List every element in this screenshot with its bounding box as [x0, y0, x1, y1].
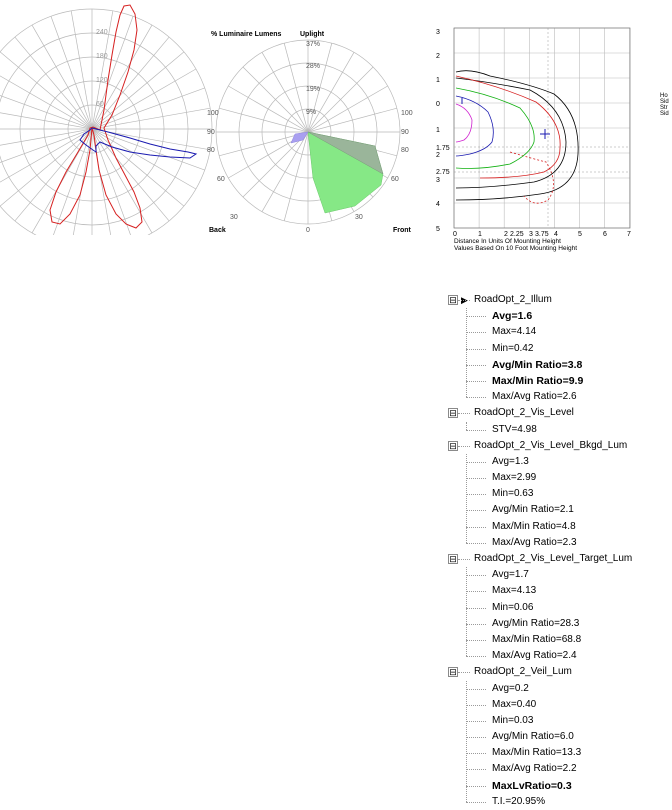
- ring-label: 120: [96, 77, 108, 84]
- angle-label: 30: [355, 214, 363, 221]
- tree-connector: [466, 705, 486, 706]
- angle-label: 60: [391, 176, 399, 183]
- tree-connector: [458, 300, 470, 301]
- tree-result-item[interactable]: [444, 761, 670, 777]
- contour-black: [456, 71, 578, 200]
- tree-result-label: Max/Min Ratio=4.8: [492, 520, 576, 532]
- tree-connector: [466, 430, 486, 431]
- tree-connector: [458, 413, 470, 414]
- tree-result-label: Max/Min Ratio=13.3: [492, 747, 582, 759]
- tree-result-label: MaxLvRatio=0.3: [492, 779, 572, 792]
- tree-result-item[interactable]: [444, 794, 670, 810]
- y-tick: 1.75: [436, 145, 450, 152]
- x-tick: 6: [603, 231, 607, 238]
- x-tick: 7: [627, 231, 631, 238]
- tree-result-label: Avg=1.7: [492, 569, 529, 581]
- tree-result-item[interactable]: [444, 502, 670, 518]
- uplight-label: Uplight: [300, 31, 325, 38]
- tree-result-item[interactable]: [444, 583, 670, 599]
- tree-result-item[interactable]: [444, 567, 670, 583]
- tree-connector: [466, 721, 486, 722]
- candela-polar-plot: [0, 0, 215, 235]
- tree-group-label: RoadOpt_2_Vis_Level_Bkgd_Lum: [474, 439, 628, 451]
- x-axis-caption: Distance In Units Of Mounting Height: [454, 238, 561, 245]
- tree-result-label: Max/Avg Ratio=2.3: [492, 536, 577, 548]
- tree-group-label: RoadOpt_2_Veil_Lum: [474, 666, 572, 678]
- tree-connector: [466, 365, 486, 366]
- tree-result-label: Avg/Min Ratio=28.3: [492, 617, 580, 629]
- angle-label: 90: [401, 129, 409, 136]
- tree-connector: [466, 316, 486, 317]
- tree-connector: [466, 689, 486, 690]
- tree-connector: [466, 462, 486, 463]
- tree-result-label: Max/Min Ratio=68.8: [492, 633, 582, 645]
- x-tick: 3: [529, 231, 533, 238]
- tree-result-item[interactable]: [444, 308, 670, 324]
- collapse-toggle-icon[interactable]: ⊟: [449, 554, 457, 564]
- tree-group-node[interactable]: [444, 405, 670, 421]
- tree-result-item[interactable]: [444, 486, 670, 502]
- red-candela-curve: [50, 5, 142, 228]
- y-tick: 1: [436, 127, 440, 134]
- tree-result-label: Max/Avg Ratio=2.4: [492, 650, 577, 662]
- y-tick: 4: [436, 201, 440, 208]
- tree-result-item[interactable]: [444, 778, 670, 794]
- tree-result-label: Max/Avg Ratio=2.2: [492, 763, 577, 775]
- tree-connector: [466, 527, 486, 528]
- tree-result-label: Min=0.03: [492, 714, 534, 726]
- contour-black-inner: [456, 78, 566, 188]
- tree-connector: [466, 640, 486, 641]
- x-tick: 2: [504, 231, 508, 238]
- tree-connector: [466, 769, 486, 770]
- tree-connector: [466, 575, 486, 576]
- y-tick: 2: [436, 152, 440, 159]
- tree-group-node[interactable]: [444, 551, 670, 567]
- tree-connector: [466, 802, 486, 803]
- tree-result-label: Avg=1.6: [492, 310, 533, 323]
- x-axis-caption: Values Based On 10 Foot Mounting Height: [454, 245, 578, 252]
- tree-result-label: STV=4.98: [492, 423, 537, 435]
- selected-arrow-icon: ▶: [461, 295, 468, 305]
- x-tick: 4: [554, 231, 558, 238]
- tree-result-item[interactable]: [444, 729, 670, 745]
- tree-result-item[interactable]: [444, 519, 670, 535]
- tree-result-label: Avg/Min Ratio=2.1: [492, 504, 574, 516]
- collapse-toggle-icon[interactable]: ⊟: [449, 295, 457, 305]
- results-tree: [444, 292, 670, 810]
- tree-result-label: Avg=0.2: [492, 682, 529, 694]
- tree-connector: [466, 624, 486, 625]
- tree-connector: [466, 494, 486, 495]
- tree-connector: [466, 608, 486, 609]
- tree-group-label: RoadOpt_2_Vis_Level: [474, 407, 574, 419]
- tree-result-label: Max=4.13: [492, 585, 537, 597]
- ring-label: 28%: [306, 63, 321, 70]
- tree-connector: [466, 332, 486, 333]
- tree-result-item[interactable]: [444, 373, 670, 389]
- y-tick: 3: [436, 177, 440, 184]
- lumens-title: % Luminaire Lumens: [211, 31, 282, 38]
- tree-group-label: RoadOpt_2_Vis_Level_Target_Lum: [474, 553, 633, 564]
- tree-connector: [466, 349, 486, 350]
- tree-result-label: Max=2.99: [492, 472, 537, 484]
- angle-label: 80: [207, 147, 215, 154]
- tree-group-node[interactable]: [444, 438, 670, 454]
- tree-result-label: Min=0.42: [492, 342, 534, 354]
- back-label: Back: [209, 227, 226, 234]
- y-tick: 2.75: [436, 169, 450, 176]
- collapse-toggle-icon[interactable]: ⊟: [449, 667, 457, 678]
- angle-label: 60: [217, 176, 225, 183]
- legend-label: Sid: [660, 111, 669, 117]
- tree-group-node[interactable]: [444, 664, 670, 680]
- tree-connector: [458, 559, 470, 560]
- tree-result-item[interactable]: [444, 681, 670, 697]
- legend-label: Ho: [660, 93, 668, 99]
- tree-connector: [466, 753, 486, 754]
- tree-connector: [466, 737, 486, 738]
- tree-result-item[interactable]: [444, 697, 670, 713]
- tree-result-item[interactable]: [444, 454, 670, 470]
- angle-label: 30: [230, 214, 238, 221]
- tree-result-item[interactable]: [444, 389, 670, 405]
- legend-label: Str: [660, 105, 668, 111]
- legend-label: Sid: [660, 99, 669, 105]
- tree-result-label: Max=0.40: [492, 698, 537, 710]
- tree-group-label: RoadOpt_2_Illum: [474, 294, 552, 305]
- tree-connector: [466, 656, 486, 657]
- y-tick: 0: [436, 101, 440, 108]
- ring-label: 37%: [306, 41, 321, 48]
- collapse-toggle-icon[interactable]: ⊟: [449, 440, 457, 451]
- tree-result-item[interactable]: [444, 713, 670, 729]
- ring-label: 19%: [306, 86, 321, 93]
- angle-label: 100: [207, 110, 219, 117]
- tree-result-label: Avg/Min Ratio=3.8: [492, 358, 583, 371]
- tree-connector: [466, 786, 486, 787]
- tree-connector: [466, 381, 486, 382]
- x-tick: 3.75: [535, 231, 549, 238]
- contour-magenta: [456, 104, 472, 142]
- tree-result-label: Max=4.14: [492, 326, 537, 338]
- tree-connector: [466, 591, 486, 592]
- tree-result-item[interactable]: [444, 422, 670, 438]
- front-label: Front: [393, 227, 411, 234]
- tree-group-node[interactable]: [444, 292, 670, 308]
- tree-result-label: T.I.=20.95%: [492, 795, 546, 807]
- tree-result-label: Min=0.63: [492, 488, 534, 500]
- lumens-zonal-plot: [205, 28, 420, 238]
- tree-connector: [466, 397, 486, 398]
- tree-connector: [466, 478, 486, 479]
- tree-result-label: Max/Avg Ratio=2.6: [492, 391, 577, 403]
- x-tick: 0: [453, 231, 457, 238]
- x-tick: 1: [478, 231, 482, 238]
- tree-result-item[interactable]: [444, 648, 670, 664]
- collapse-toggle-icon[interactable]: ⊟: [449, 408, 457, 419]
- y-tick: 1: [436, 77, 440, 84]
- x-tick: 2.25: [510, 231, 524, 238]
- tree-result-item[interactable]: [444, 632, 670, 648]
- angle-label: 90: [207, 129, 215, 136]
- tree-result-item[interactable]: [444, 341, 670, 357]
- tree-connector: [466, 510, 486, 511]
- x-tick: 5: [578, 231, 582, 238]
- ring-label: 9%: [306, 109, 317, 116]
- y-tick: 2: [436, 53, 440, 60]
- tree-result-item[interactable]: [444, 600, 670, 616]
- tree-result-label: Min=0.06: [492, 601, 534, 613]
- angle-label: 80: [401, 147, 409, 154]
- tree-result-label: Avg=1.3: [492, 455, 529, 467]
- tree-result-item[interactable]: [444, 324, 670, 340]
- center-angle-label: 0: [306, 227, 310, 234]
- isofootcandle-plot: [430, 24, 672, 254]
- ring-label: 240: [96, 29, 108, 36]
- tree-connector: [458, 672, 470, 673]
- ring-label: 180: [96, 53, 108, 60]
- y-tick: 5: [436, 226, 440, 233]
- tree-result-item[interactable]: [444, 357, 670, 373]
- tree-result-item[interactable]: [444, 745, 670, 761]
- tree-result-label: Avg/Min Ratio=6.0: [492, 731, 574, 743]
- tree-result-item[interactable]: [444, 616, 670, 632]
- tree-result-label: Max/Min Ratio=9.9: [492, 374, 584, 387]
- ring-label: 60: [96, 101, 104, 108]
- tree-connector: [466, 543, 486, 544]
- tree-connector: [458, 446, 470, 447]
- tree-result-item[interactable]: [444, 535, 670, 551]
- tree-result-item[interactable]: [444, 470, 670, 486]
- y-tick: 3: [436, 29, 440, 36]
- angle-label: 100: [401, 110, 413, 117]
